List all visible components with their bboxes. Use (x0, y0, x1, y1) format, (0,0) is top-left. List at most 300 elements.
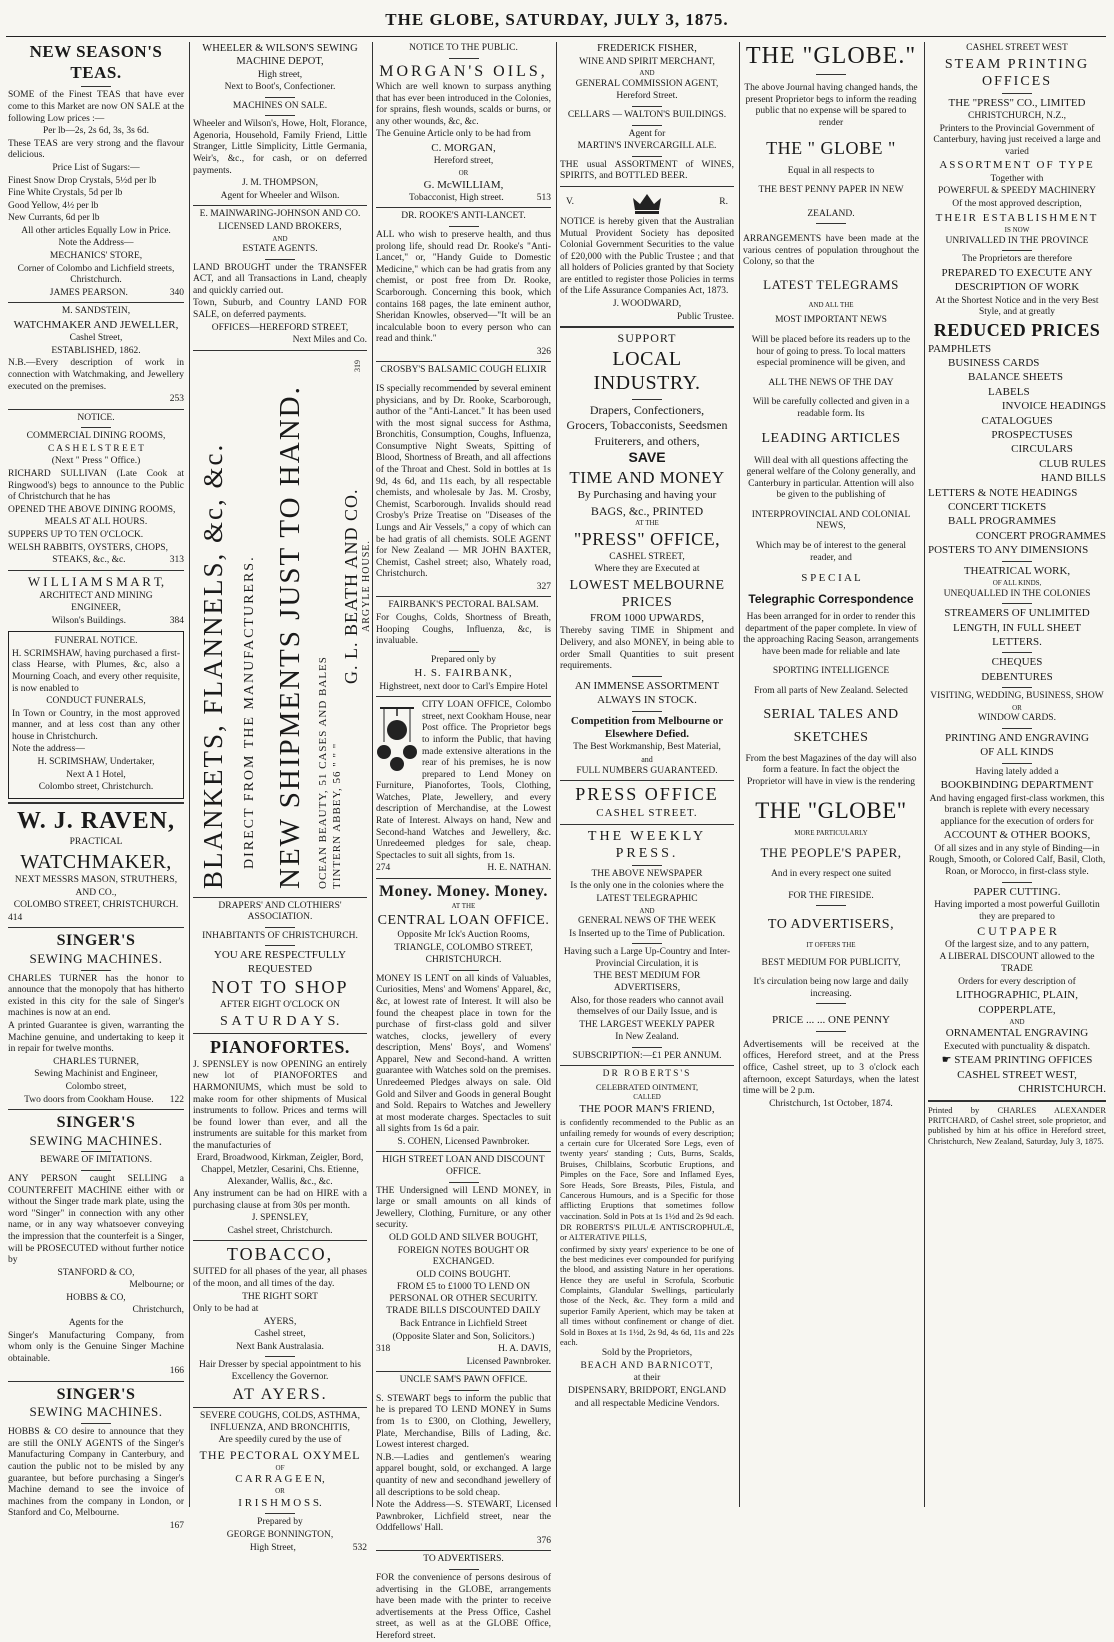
hs-text: THE Undersigned will LEND MONEY, in large or small amounts on all kinds of Jewellery, Clothing, Furniture, or any other security. (376, 1185, 551, 1231)
smart-name: W I L L I A M S M A R T, (27, 573, 165, 589)
and-2: AND (639, 906, 655, 915)
fisher-and: AND (639, 69, 655, 78)
sullivan-text: RICHARD SULLIVAN (Late Cook at Ringwood's) begs to announce to the Public of Christchurch that he has (8, 469, 184, 503)
competition: Competition from Melbourne or Elsewhere Defied. (570, 714, 724, 741)
globe-name: THE " GLOBE " (766, 137, 896, 158)
tobacco-street: Cashel street, (254, 1329, 306, 1340)
sam-nb: N.B.—Ladies and gentlemen's wearing apparel bought, sold, or exchanged. A large quantity of new and secondhand jewellery of all descriptions to be sold cheap. (376, 1452, 551, 1498)
sugar-item: Fine White Crystals, 5d per lb (8, 188, 123, 199)
print-item: CATALOGUES (981, 414, 1053, 427)
placed-text: Will be placed before its readers up to the hour of going to press. To local matters especial prominence will be given, and (751, 334, 911, 369)
hs-gold: OLD GOLD AND SILVER BOUGHT, (388, 1232, 539, 1243)
immense: AN IMMENSE ASSORTMENT (574, 679, 720, 692)
engaged-text: And having engaged first-class workmen, this branch is replete with every necessary appliance for the execution of orders for (929, 793, 1105, 827)
theatrical: THEATRICAL WORK, (963, 564, 1071, 577)
carrageen-or: OR (275, 1487, 285, 1496)
notice-heading: NOTICE TO THE PUBLIC. (409, 43, 518, 53)
collected-text: Will be carefully collected and given in a readable form. Its (752, 397, 910, 419)
inhabitants: INHABITANTS OF CHRISTCHURCH. (202, 930, 358, 941)
poor-mans-friend: THE POOR MAN'S FRIEND, (579, 1102, 715, 1115)
fairbank-name: H. S. FAIRBANK, (414, 667, 513, 680)
smart-trade: ENGINEER, (71, 603, 121, 614)
every-respect: And in every respect one suited (770, 868, 892, 879)
piano-text: Any instrument can be had on HIRE with a purchasing clause at from 30s per month. (193, 1189, 367, 1211)
raven-practical: PRACTICAL (69, 837, 123, 848)
ad-number: 166 (169, 1366, 184, 1377)
cheques: CHEQUES (991, 656, 1043, 669)
christchurch-nz: CHRISTCHURCH, N.Z., (968, 111, 1066, 122)
mj-offices: OFFICES—HEREFORD STREET, (211, 322, 349, 333)
tobacco-title: TOBACCO, (226, 1244, 334, 1265)
hs-bills: TRADE BILLS DISCOUNTED DAILY (386, 1306, 541, 1317)
piano-name: J. SPENSLEY, (251, 1213, 309, 1224)
print-item: INVOICE HEADINGS (1001, 400, 1106, 413)
fisher-trade: WINE AND SPIRIT MERCHANT, (579, 56, 715, 67)
above-newspaper: THE ABOVE NEWSPAPER (591, 868, 703, 879)
vert-tintern: TINTERN ABBEY, 56 " " " (331, 742, 343, 889)
news-of-day: ALL THE NEWS OF THE DAY (768, 377, 894, 388)
window-cards: WINDOW CARDS. (978, 713, 1056, 724)
bonnington: GEORGE BONNINGTON, (226, 1529, 334, 1540)
interprovincial: INTERPROVINCIAL AND COLONIAL NEWS, (751, 509, 911, 532)
morgan-text: Which are well known to surpass anything that has ever been introduced in the Colonies, for sprains, flesh wounds, scalds or burns, or any other wounds, &c, &c. (376, 82, 551, 127)
sugar-item: Good Yellow, 4½ per lb (8, 200, 99, 211)
ad-number: 122 (169, 1094, 184, 1105)
globe-best: THE BEST PENNY PAPER IN NEW (758, 185, 904, 196)
drapers-title: DRAPERS' AND CLOTHIERS' ASSOCIATION. (218, 900, 342, 923)
column-divider (372, 42, 373, 1507)
unequalled: UNEQUALLED IN THE COLONIES (943, 588, 1091, 599)
offers-the: IT OFFERS THE (806, 941, 856, 950)
hs-coins: OLD COINS BOUGHT. (416, 1269, 511, 1280)
dining-next: (Next " Press " Office.) (51, 456, 141, 467)
prepared-execute: PREPARED TO EXECUTE ANY (941, 266, 1093, 279)
is-now: IS NOW (1004, 226, 1030, 234)
singer-city: Melbourne; or (129, 1280, 184, 1291)
royal-crest-icon (629, 190, 665, 216)
column-divider (189, 42, 190, 1507)
important-news: MOST IMPORTANT NEWS (775, 315, 887, 326)
sugar-item: New Currants, 6d per lb (8, 213, 100, 224)
at-the: AT THE (635, 519, 659, 528)
pills-title: DR ROBERTS'S PILULÆ ANTISCROPHULÆ, or ALTERATIVE PILLS, (560, 1221, 734, 1243)
special: S P E C I A L (801, 572, 861, 585)
tobacco-ayers: AYERS, (263, 1316, 297, 1327)
singer-street: Colombo street, (65, 1081, 127, 1092)
adv-text: FOR the convenience of persons desirous of advertising in the GLOBE, arrangements have been made with the printer to receive advertisements at the Press Office, Cashel street, as well as at the GLOBE Office, Hereford street. (376, 1572, 551, 1641)
globe-equal: Equal in all respects to (787, 165, 875, 176)
singer-title: SINGER'S (56, 932, 136, 950)
fairbank-address: Highstreet, next door to Carl's Empire Hotel (379, 681, 548, 692)
raven-trade: WATCHMAKER, (20, 850, 172, 873)
roberts-called: CALLED (633, 1093, 661, 1102)
ad-number: 327 (536, 581, 551, 592)
column-6 (928, 42, 1106, 1507)
singer-subtitle: SEWING MACHINES. (29, 950, 163, 966)
morgan-name: C. MORGAN, (431, 141, 496, 154)
fairbank-prepared: Prepared only by (431, 654, 496, 665)
fairbank-text: For Coughs, Colds, Shortness of Breath, Hooping Coughs, Influenza, &c, is invaluable. (376, 612, 551, 647)
column-divider (924, 42, 925, 1507)
bags: BAGS, &c., PRINTED (590, 503, 704, 518)
approved: Of the most approved description, (952, 199, 1082, 210)
ad-number: 319 (353, 359, 362, 372)
grocers: Grocers, Tobacconists, Seedsmen (566, 418, 728, 433)
best-medium-publicity: BEST MEDIUM FOR PUBLICITY, (761, 957, 901, 968)
tobacco-text: SUITED for all phases of the year, all phases of the moon, and all times of the day. (193, 1267, 367, 1289)
weekly-press: THE WEEKLY PRESS. (587, 828, 707, 861)
pianofortes-title: PIANOFORTES. (210, 1036, 350, 1057)
print-item: LETTERS & NOTE HEADINGS (928, 486, 1078, 499)
circulation: It's circulation being now large and daily increasing. (753, 977, 909, 999)
mj-trade: LICENSED LAND BROKERS, (218, 221, 342, 232)
sandstein-name: M. SANDSTEIN, (61, 306, 131, 317)
workmanship: The Best Workmanship, Best Material, (573, 742, 721, 753)
singer-agents: Agents for the (68, 1317, 124, 1328)
hs-opposite: (Opposite Slater and Son, Solicitors.) (392, 1331, 535, 1342)
hs-entrance: Back Entrance in Lichfield Street (399, 1319, 528, 1329)
sugars-note: All other articles Equally Low in Price. (21, 225, 171, 236)
imported-text: Having imported a most powerful Guillotin they are prepared to (934, 900, 1100, 922)
in-stock: ALWAYS IN STOCK. (597, 694, 697, 707)
press-co: THE "PRESS" CO., LIMITED (948, 96, 1086, 109)
time-and-money: TIME AND MONEY (569, 467, 725, 487)
ww-sale: MACHINES ON SALE. (232, 100, 328, 111)
all-kinds: OF ALL KINDS, (992, 579, 1042, 588)
ad-number: 376 (536, 1535, 551, 1546)
singer-subtitle: SEWING MACHINES. (29, 1132, 163, 1148)
print-item: HAND BILLS (1040, 472, 1106, 485)
hs-notes: FOREIGN NOTES BOUGHT OR EXCHANGED. (397, 1245, 530, 1268)
fireside: FOR THE FIRESIDE. (788, 890, 874, 901)
ad-number: 313 (169, 555, 184, 566)
hs-title: HIGH STREET LOAN AND DISCOUNT OFFICE. (382, 1155, 545, 1178)
money-title: Money. Money. Money. (379, 882, 548, 900)
subscription: SUBSCRIPTION:—£1 PER ANNUM. (572, 1050, 722, 1061)
debentures: DEBENTURES (981, 670, 1053, 683)
together-with: Together with (990, 173, 1044, 184)
imprint: Printed by CHARLES ALEXANDER PRITCHARD, of Cashel street, sole proprietor, and published by him at his office in Hereford street, Christchurch, New Zealand, Saturday, July 3, 1875. (928, 1104, 1106, 1146)
not-to-shop: NOT TO SHOP (211, 977, 349, 998)
copperplate: COPPERPLATE, (978, 1003, 1056, 1016)
at-their: at their (633, 1373, 661, 1384)
sandstein-note: N.B.—Every description of work in connection with Watchmaking, and Jewellery executed on the premises. (8, 358, 184, 392)
ad-number: 326 (536, 346, 551, 357)
agent-for: Agent for (628, 128, 666, 139)
fisher-trade: GENERAL COMMISSION AGENT, (575, 78, 719, 89)
notice-heading: NOTICE. (77, 412, 115, 423)
vert-argyle: ARGYLE HOUSE. (361, 539, 372, 632)
vr-r: R. (719, 197, 728, 208)
dining-street: C A S H E L S T R E E T (48, 443, 144, 454)
largest-weekly: THE LARGEST WEEKLY PAPER (579, 1019, 715, 1030)
masthead: THE GLOBE, SATURDAY, JULY 3, 1875. (385, 10, 729, 29)
top-rule (6, 36, 1106, 37)
save: SAVE (628, 449, 666, 466)
singer-city: Christchurch, (132, 1305, 184, 1316)
purchasing: By Purchasing and having your (577, 489, 717, 502)
more-particularly: MORE PARTICULARLY (794, 828, 868, 837)
funeral-text: H. SCRIMSHAW, having purchased a first-class Hearse, with Plumes, &c, also a Mourning Coach, and every other requisite, is now enabled to (12, 648, 180, 694)
piano-makers: Erard, Broadwood, Kirkman, Zeigler, Bord, Chappel, Metzler, Cesarini, Chs. Etienne, Alexander, Wallis, &c., &c. (196, 1153, 364, 1187)
mj-and: AND (272, 234, 288, 243)
piano-text: J. SPENSLEY is now OPENING an entirely new lot of PIANOFORTES and HARMONIUMS, which must be sold to make room for other shipments of Musical instruments to follow. Prices and terms will be found lower than ever, and all the instruments are suitable for this market from the manufacturies of (193, 1059, 367, 1151)
teas-title: NEW SEASON'S TEAS. (29, 42, 163, 82)
raven-name: W. J. RAVEN, (16, 807, 176, 834)
morgan-text: The Genuine Article only to be had from (376, 129, 531, 140)
deal-text: Will deal with all questions affecting the general welfare of the Colony generally, and Canterbury in particular. Attention will also be given to the publishing of (746, 455, 916, 501)
establishment: THEIR ESTABLISHMENT (935, 211, 1099, 224)
teas-note: These TEAS are very strong and the flavour delicious. (8, 138, 184, 161)
amp-text: NOTICE is hereby given that the Australian Mutual Provident Society has deposited Colonial Government Securities to the value of £20,000 with the Public Trustee ; and that all holders of Policies granted by that Society are entitled to register those Policies in terms of the Life Assurance Companies Act, 1873. (560, 216, 734, 297)
shortest-notice: At the Shortest Notice and in the very Best Style, and at greatly (935, 295, 1099, 318)
requested: YOU ARE RESPECTFULLY REQUESTED (213, 949, 347, 975)
engraving: PRINTING AND ENGRAVING (944, 731, 1090, 744)
piano-address: Cashel street, Christchurch. (227, 1225, 333, 1236)
where: Where they are Executed at (594, 564, 700, 575)
ww-street: High street, (257, 69, 303, 80)
steam-printing: STEAM PRINTING OFFICES (944, 56, 1090, 89)
sullivan-line: OPENED THE ABOVE DINING ROOMS, (8, 504, 176, 515)
vertical-advert (193, 354, 372, 894)
high-street: High Street, (249, 1542, 296, 1553)
cut-paper: C U T P A P E R (977, 924, 1057, 939)
prepared-by: Prepared by (257, 1517, 303, 1528)
and: and (641, 755, 653, 764)
ad-number: 318 (376, 1344, 391, 1355)
rooke-text: ALL who wish to preserve health, and thus prolong life, should read Dr. Rooke's "Anti-Lancet," or, "Handy Guide to Domestic Medicine," which can be had gratis from any chemist, or post free from Dr. Rooke, Scarborough. Concerning this book, which contains 168 pages, the late eminent author, Sheridan Knowles, observed—"It will be an incalculable boon to every person who can read and think." (376, 230, 551, 345)
tobacco-next: Next Bank Australasia. (236, 1341, 324, 1352)
ww-next: Next to Boot's, Confectioner. (224, 82, 336, 93)
drapers: Drapers, Confectioners, (589, 402, 705, 417)
in-new-zealand: In New Zealand. (615, 1032, 679, 1043)
cohen-text: MONEY IS LENT on all kinds of Valuables, Curiosities, Mens' and Womens' Apparel, &c, &c, at lowest rate of Interest. It will also be found the cheapest place in town for the purchase of first-class gold and silver watches, clocks, jewellery of every description, Mens' Boys', and Womens' Apparel, New and Second-hand. A written guarantee with Watches sold on the premises. Unredeemed Pledges always on sale. Old Gold and Silver and Goods in general Bought and Sold. Repairs to Watches and Jewellery at most moderate charges. Spectacles to suit all sights from 1s 6d a pair. (376, 973, 551, 1135)
amp-role: Public Trustee. (676, 311, 734, 322)
singer-firm: STANFORD & CO, (57, 1267, 135, 1278)
raven-next: NEXT MESSRS MASON, STRUTHERS, (14, 875, 178, 886)
at-ayers: AT AYERS. (232, 1385, 328, 1403)
fairbank-title: FAIRBANK'S PECTORAL BALSAM. (388, 600, 539, 611)
lithographic: LITHOGRAPHIC, PLAIN, (956, 989, 1078, 1002)
singer-address: Two doors from Cookham House. (24, 1094, 154, 1105)
sandstein-street: Cashel Street, (69, 333, 123, 344)
funeral-text: In Town or Country, in the most approved manner, and at less cost than any other house in Christchurch. (12, 708, 180, 742)
sam-note: Note the Address—S. STEWART, Licensed Pawnbroker, Lichfield street, near the Oddfellows' Hall. (376, 1500, 551, 1534)
cashel-street: CASHEL STREET, (609, 551, 685, 562)
vr-crest (560, 190, 734, 216)
ornamental: ORNAMENTAL ENGRAVING (945, 1027, 1089, 1040)
mj-title: E. MAINWARING-JOHNSON AND CO. (199, 209, 361, 220)
column-divider (739, 42, 740, 1507)
unrivalled: UNRIVALLED IN THE PROVINCE (945, 235, 1089, 246)
length: LENGTH, IN FULL SHEET (953, 621, 1081, 634)
wines-text: THE usual ASSORTMENT of WINES, SPIRITS, and BOTTLED BEER. (560, 159, 734, 182)
globe-zealand: ZEALAND. (807, 208, 855, 219)
sam-title: UNCLE SAM'S PAWN OFFICE. (399, 1375, 528, 1386)
singer-text: Singer's Manufacturing Company, from whom only is the Genuine Singer Machine obtainable. (8, 1330, 184, 1364)
mj-text: Town, Suburb, and Country LAND FOR SALE, on deferred payments. (193, 298, 367, 320)
largest-size: Of the largest size, and to any pattern, (944, 939, 1090, 950)
smart-trade: ARCHITECT AND MINING (39, 590, 153, 601)
after-eight: AFTER EIGHT O'CLOCK ON (219, 1000, 341, 1011)
morgan-address: Hereford street, (433, 156, 494, 167)
press-office: "PRESS" OFFICE, (573, 528, 721, 549)
proprietors: The Proprietors are therefore (962, 254, 1072, 265)
arrangements: ARRANGEMENTS have been made at the various centres of population throughout the Colony, so that the (743, 234, 919, 268)
leading-articles: LEADING ARTICLES (761, 431, 901, 447)
central-address: TRIANGLE, COLOMBO STREET, (394, 942, 533, 953)
mcwilliam-address: Tobacconist, High street. (408, 192, 504, 203)
hs-lend: FROM £5 to £1000 TO LEND ON PERSONAL OR OTHER SECURITY. (389, 1282, 538, 1304)
ad-number: 513 (536, 192, 551, 203)
singer-name: CHARLES TURNER, (53, 1056, 139, 1067)
coughs-title: SEVERE COUGHS, COLDS, ASTHMA, INFLUENZA, AND BRONCHITIS, (200, 1411, 360, 1433)
funeral-name: H. SCRIMSHAW, Undertaker, (37, 757, 155, 768)
sugars-title: Price List of Sugars:— (52, 162, 140, 173)
loan-office-block (376, 700, 551, 875)
tobacco-hair: Hair Dresser by special appointment to his Excellency the Governor. (199, 1360, 361, 1383)
oxymel-of: OF (275, 1463, 285, 1472)
print-item: CONCERT PROGRAMMES (975, 529, 1106, 542)
central-city: CHRISTCHURCH. (425, 955, 502, 966)
cohen-name: S. COHEN, Licensed Pawnbroker. (397, 1136, 530, 1147)
singer-title: SINGER'S (56, 1385, 136, 1403)
sugar-item: Finest Snow Drop Crystals, 5½d per lb (8, 175, 157, 186)
vr-v: V. (566, 197, 575, 208)
globe-title: THE "GLOBE." (745, 43, 917, 69)
raven-address: COLOMBO STREET, CHRISTCHURCH. (13, 900, 179, 911)
carrageen: C A R R A G E E N, (235, 1473, 325, 1486)
vert-blankets: BLANKETS, FLANNELS, &c, &c. (198, 442, 228, 889)
globe-date: Christchurch, 1st October, 1874. (769, 1098, 893, 1109)
column-divider (556, 42, 557, 1507)
store-name: MECHANICS' STORE, (49, 250, 143, 261)
ad-number: 167 (169, 1520, 184, 1531)
print-item: BALANCE SHEETS (968, 371, 1064, 384)
bookbinding: BOOKBINDING DEPARTMENT (940, 779, 1094, 792)
arranged-text: Has been arranged for in order to render this department of the paper complete. In view of the approaching Racing Season, arrangements have been made for reliable and late (743, 612, 919, 657)
print-item: BALL PROGRAMMES (948, 515, 1057, 528)
general-news: GENERAL NEWS OF THE WEEK (577, 916, 717, 927)
sullivan-line: SUPPERS UP TO TEN O'CLOCK. (8, 529, 144, 540)
magazines-text: From the best Magazines of the day will also form a feature. In fact the object the Proprietor will have in view is the rendering (745, 753, 917, 787)
singer-subtitle: SEWING MACHINES. (29, 1404, 163, 1420)
pills-text: confirmed by sixty years' experience to be one of the best medicines ever compounded for purifying the blood, and assisting Nature in her operations. Hence they are useful in Scrofula, Scorbutic Complaints, Glandular Swellings, particularly those of the Neck, &c. They form a mild and superior Family Aperient, which may be taken at all times without confinement or change of diet. Sold in Boxes at 1s 1½d, 2s 9d, 4s 6d, 11s and 22s each. (560, 1243, 734, 1347)
received-text: Advertisements will be received at the offices, Hereford street, and at the Press office, Cashel street, up to 3 o'clock each afternoon, except Saturdays, when the latest time will be 2 p.m. (743, 1039, 919, 1097)
fisher-name: FREDERICK FISHER, (597, 43, 697, 54)
money-at: AT THE (451, 902, 476, 911)
sandstein-est: ESTABLISHED, 1862. (51, 345, 141, 356)
pawn-balls-icon (376, 702, 418, 774)
irish-moss: I R I S H M O S S. (238, 1496, 322, 1509)
sullivan-line: STEAKS, &c., &c. (52, 555, 126, 566)
printers-text: Printers to the Provincial Government of Canterbury, having just received a large and varied (933, 123, 1101, 157)
teas-prices: Per lb—2s, 2s 6d, 3s, 3s 6d. (42, 126, 150, 137)
press-office-2: PRESS OFFICE (575, 784, 719, 805)
description-work: DESCRIPTION OF WORK (954, 281, 1080, 294)
paper-cutting: PAPER CUTTING. (973, 885, 1061, 898)
singer-firm: HOBBS & CO, (66, 1292, 126, 1303)
print-item: CONCERT TICKETS (948, 501, 1047, 514)
sandstein-trade: WATCHMAKER AND JEWELLER, (13, 318, 179, 331)
dispensary: DISPENSARY, BRIDPORT, ENGLAND (568, 1385, 726, 1396)
print-item: CIRCULARS (1011, 443, 1073, 456)
support: SUPPORT (617, 331, 677, 346)
vert-shipments: NEW SHIPMENTS JUST TO HAND. (274, 384, 306, 889)
sporting: SPORTING INTELLIGENCE (772, 666, 890, 677)
roberts-title: DR ROBERTS'S (602, 1069, 692, 1080)
ad-number: 340 (169, 287, 184, 298)
account-books: ACCOUNT & OTHER BOOKS, (943, 829, 1091, 842)
coughs-cured: Are speedily cured by the use of (218, 1435, 342, 1446)
ad-number: 274 (376, 863, 391, 874)
latest-telegraphic: LATEST TELEGRAPHIC (596, 894, 698, 904)
lately-added: Having lately added a (975, 766, 1059, 777)
singer-text: HOBBS & CO desire to announce that they are still the ONLY AGENTS of the Singer's Manufacturing Company in Canterbury, and caution the public not to be misled by any guarantee, but before purchasing a Singer's Machine demand to see the invoice of machines from the company in London, or Stanford and Co, Melbourne. (8, 1427, 184, 1519)
only-one: Is the only one in the colonies where the (570, 881, 724, 892)
address-label: Note the Address— (58, 238, 134, 249)
steam-printing-2: ☛ STEAM PRINTING OFFICES (941, 1054, 1093, 1067)
dining-title: COMMERCIAL DINING ROOMS, (26, 431, 166, 442)
latest-telegrams: LATEST TELEGRAMS (763, 277, 899, 292)
mj-text: LAND BROUGHT under the TRANSFER ACT, and all Transactions in Land, cheaply and quickly carried out. (193, 262, 367, 296)
ww-title: WHEELER & WILSON'S SEWING MACHINE DEPOT, (202, 43, 358, 67)
hs-role: Licensed Pawnbroker. (466, 1356, 551, 1367)
ww-name: J. M. THOMPSON, (241, 178, 319, 189)
ad-number: 253 (169, 394, 184, 405)
singer-title: SINGER'S (56, 1114, 136, 1132)
sold-by: Sold by the Proprietors, (601, 1348, 693, 1359)
executed: Executed with punctuality & dispatch. (944, 1041, 1090, 1052)
print-item: CLUB RULES (1039, 457, 1106, 470)
funeral-next: Next A 1 Hotel, (66, 769, 126, 780)
all-kinds-2: OF ALL KINDS (980, 746, 1054, 759)
letters: LETTERS. (992, 636, 1042, 649)
also-readers: Also, for those readers who cannot avail themselves of our Daily Issue, and is (570, 995, 724, 1018)
from-upwards: FROM 1000 UPWARDS, (590, 612, 704, 625)
tobacco-only: Only to be had at (193, 1304, 259, 1315)
roberts-ointment: CELEBRATED OINTMENT, (595, 1082, 699, 1093)
column-4 (560, 42, 734, 1507)
smart-address: Wilson's Buildings. (51, 615, 126, 626)
cashel-street-west: CASHEL STREET WEST (966, 43, 1068, 53)
ad-number: 414 (8, 912, 23, 923)
column-5 (743, 42, 919, 1507)
loan-text: CITY LOAN OFFICE, Colombo street, next Cookham House, near Post office. The Proprietor begs to inform the Public, that having made extensive alterations in the rear of his premises, he is now prepared to Lend Money on Furniture, Pianofortes, Tools, Clothing, Watches, Plate, Jewellery, and every description of Merchandise, at the Lowest Rate of Interest. Always on hand, New and Second-hand Watches and Jewellery, &c. Unredeemed pledges for sale, cheap. Spectacles to suit all sights, from 1s. (376, 700, 551, 861)
ale: MARTIN'S INVERCARGILL ALE. (577, 141, 717, 152)
mj-next: Next Miles and Co. (292, 335, 367, 346)
rooke-title: DR. ROOKE'S ANTI-LANCET. (401, 211, 526, 222)
from-all-parts: From all parts of New Zealand. Selected (754, 686, 908, 697)
fruiterers: Fruiterers, and others, (594, 433, 700, 448)
best-medium: THE BEST MEDIUM FOR ADVERTISERS, (593, 971, 701, 993)
ww-text: Wheeler and Wilson's, Howe, Holt, Florance, Agenoria, Household, Family Friend, Little Stranger, Little Simplicity, Little Germania, Weir's, &c., for cash, or on deferred payments. (193, 119, 367, 176)
print-item: LABELS (988, 385, 1030, 398)
sam-text: S. STEWART begs to inform the public that he is prepared TO LEND MONEY in Sums from 1s to £300, on Clothing, Jewellery, Plate, Merchandise, Bills of Lading, &c. Lowest interest charged. (376, 1393, 551, 1451)
crosby-title: CROSBY'S BALSAMIC COUGH ELIXIR (380, 365, 547, 376)
store-address: Corner of Colombo and Lichfield streets, Christchurch. (17, 263, 175, 286)
sullivan-line: WELSH RABBITS, OYSTERS, CHOPS, (8, 542, 168, 553)
sizes-text: Of all sizes and in any style of Binding—in Rough, Smooth, or Colored Calf, Basil, Cloth, Roan, or Morocco, in first-class style. (928, 843, 1106, 878)
streamers: STREAMERS OF UNLIMITED (944, 607, 1090, 620)
assortment-type: ASSORTMENT OF TYPE (939, 159, 1095, 172)
orders-text: Orders for every description of (958, 976, 1076, 987)
print-item: POSTERS TO ANY DIMENSIONS (928, 544, 1089, 557)
vert-ocean: OCEAN BEAUTY, 51 CASES AND BALES (317, 655, 329, 889)
oxymel: THE PECTORAL OXYMEL (199, 1447, 361, 1462)
vert-direct: DIRECT FROM THE MANUFACTURERS. (242, 555, 257, 869)
vert-beath: G. L. BEATH AND CO. (341, 488, 361, 684)
